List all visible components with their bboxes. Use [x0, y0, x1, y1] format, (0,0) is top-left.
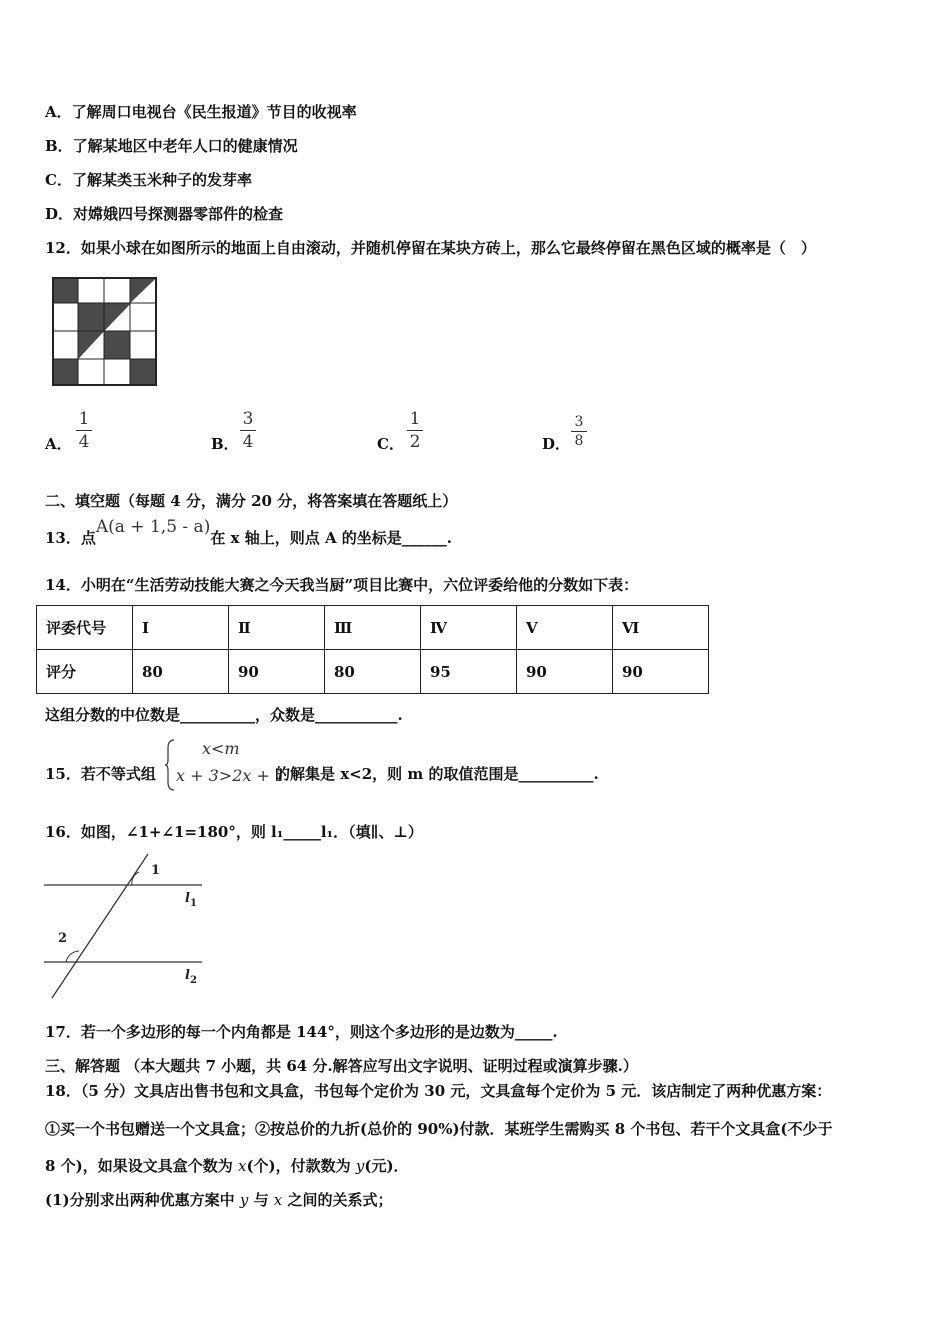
- table-cell: Ⅲ: [325, 606, 421, 650]
- q12-option-a-label: A．: [45, 435, 72, 453]
- fraction-numerator: 3: [574, 414, 584, 430]
- fraction-numerator: 3: [242, 409, 254, 429]
- table-cell: Ⅰ: [133, 606, 229, 650]
- line-l2-label: $l_2$: [185, 968, 197, 986]
- table-cell: Ⅴ: [517, 606, 613, 650]
- table-cell: 评分: [37, 650, 133, 694]
- fraction-denominator: 4: [78, 432, 90, 452]
- table-row: [37, 650, 709, 694]
- q16-stem: 16．如图，∠1+∠1=180°，则 l₁_____l₁．（填∥、⊥）: [45, 823, 423, 841]
- q13-prefix: 13．点: [45, 529, 96, 547]
- table-cell: Ⅳ: [421, 606, 517, 650]
- q17-stem: 17．若一个多边形的每一个内角都是 144°，则这个多边形的是边数为_____.: [45, 1023, 558, 1041]
- q18-line-2: ①买一个书包赠送一个文具盒；②按总价的九折(总价的 90%)付款．某班学生需购买 8 个书包、若干个文具盒(不少于: [45, 1120, 833, 1138]
- q12-stem: 12．如果小球在如图所示的地面上自由滚动，并随机停留在某块方砖上，那么它最终停留在黑色区域的概率是（ ）: [45, 239, 816, 257]
- q12-option-c-fraction: [405, 409, 425, 452]
- table-cell: 评委代号: [37, 606, 133, 650]
- q13-point-expression: A(a + 1,5 - a): [95, 517, 211, 537]
- q12-option-d-label: D．: [542, 435, 571, 453]
- q15-suffix: 的解集是 x<2，则 m 的取值范围是__________.: [275, 765, 599, 783]
- q15-inequality-1: x<m: [202, 739, 240, 758]
- table-cell: Ⅱ: [229, 606, 325, 650]
- fraction-numerator: 1: [78, 409, 90, 429]
- q12-option-a-fraction: [74, 409, 94, 452]
- parallel-lines-figure: [44, 852, 209, 1002]
- q18-line-1: 18．（5 分）文具店出售书包和文具盒，书包每个定价为 30 元，文具盒每个定价为 5 元．该店制定了两种优惠方案：: [45, 1082, 832, 1100]
- q13-suffix: 在 x 轴上，则点 A 的坐标是______.: [210, 529, 453, 547]
- q13-line: [45, 517, 453, 548]
- q12-option-d-fraction: [569, 414, 589, 449]
- table-cell: 80: [325, 650, 421, 694]
- q12-option-c-label: C．: [377, 435, 404, 453]
- q12-option-b-label: B．: [211, 435, 239, 453]
- table-cell: 80: [133, 650, 229, 694]
- q14-answer-line: 这组分数的中位数是__________，众数是___________.: [45, 706, 403, 724]
- section-2-heading: 二、填空题（每题 4 分，满分 20 分，将答案填在答题纸上）: [45, 492, 458, 510]
- q11-option-d: D．对嫦娥四号探测器零部件的检查: [45, 205, 284, 223]
- q12-option-b-fraction: [238, 409, 258, 452]
- table-cell: 95: [421, 650, 517, 694]
- section-3-heading: 三、解答题 （本大题共 7 小题，共 64 分.解答应写出文字说明、证明过程或演算步骤.）: [45, 1057, 638, 1075]
- fraction-denominator: 4: [242, 432, 254, 452]
- q14-stem: 14．小明在“生活劳动技能大赛之今天我当厨”项目比赛中，六位评委给他的分数如下表：: [45, 576, 639, 594]
- angle-1-label: 1: [151, 863, 161, 878]
- system-brace: [164, 738, 176, 792]
- angle-2-label: 2: [58, 931, 68, 946]
- q11-option-b: B．了解某地区中老年人口的健康情况: [45, 137, 298, 155]
- table-cell: 90: [517, 650, 613, 694]
- score-table: [36, 605, 709, 694]
- table-cell: 90: [613, 650, 709, 694]
- q11-option-c: C．了解某类玉米种子的发芽率: [45, 171, 252, 189]
- q15-inequality-2: x + 3>2x + 1: [176, 766, 286, 785]
- table-cell: Ⅵ: [613, 606, 709, 650]
- fraction-numerator: 1: [409, 409, 421, 429]
- q18-line-3: 8 个)，如果设文具盒个数为 x(个)，付款数为 y(元)．: [45, 1157, 409, 1175]
- tile-floor-figure: [52, 277, 158, 387]
- fraction-denominator: 2: [409, 432, 421, 452]
- fraction-denominator: 8: [574, 433, 584, 449]
- line-l1-label: $l_1$: [185, 891, 197, 909]
- table-cell: 90: [229, 650, 325, 694]
- table-row: [37, 606, 709, 650]
- q11-option-a: A．了解周口电视台《民生报道》节目的收视率: [45, 103, 357, 121]
- q15-prefix: 15．若不等式组: [45, 765, 156, 783]
- q18-line-4: (1)分别求出两种优惠方案中 y 与 x 之间的关系式；: [45, 1191, 393, 1209]
